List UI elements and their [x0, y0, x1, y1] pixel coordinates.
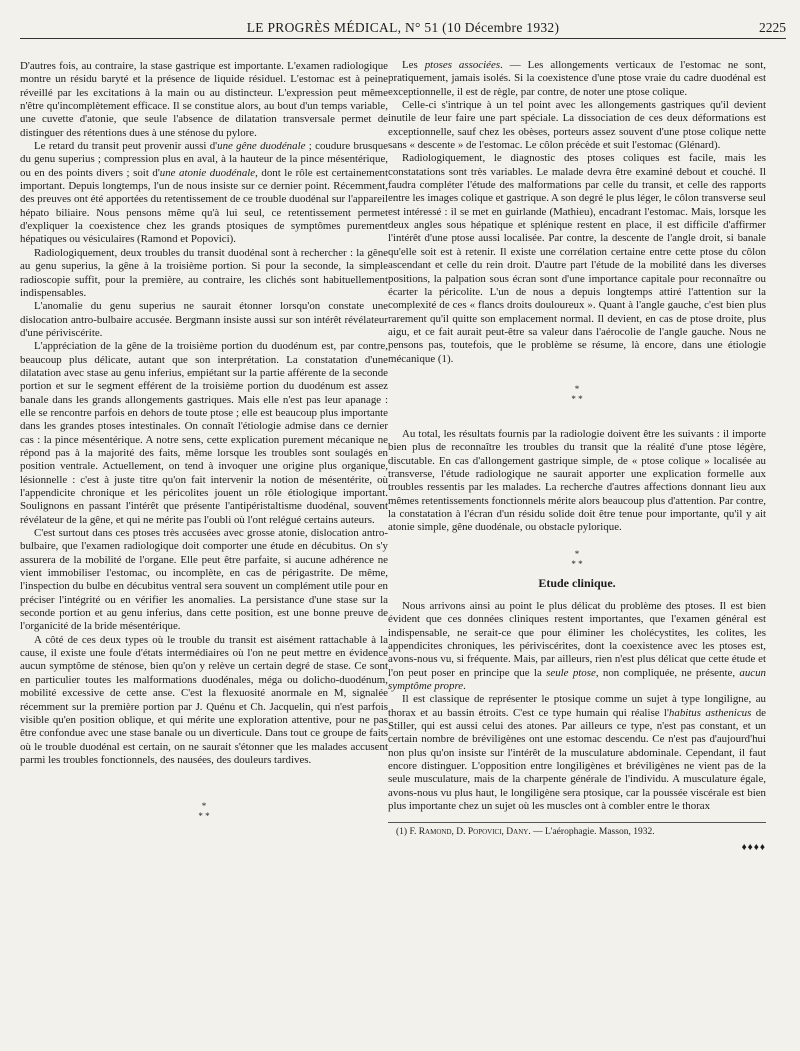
journal-title: LE PROGRÈS MÉDICAL, N° 51 (10 Décembre 1932) [246, 20, 560, 35]
page-number: 2225 [759, 20, 786, 35]
footnote-authors: F. Ramond, D. Popovici, Dany. [409, 826, 531, 837]
footnote-citation: — L'aérophagie. Masson, 1932. [530, 826, 655, 837]
italic-run: aucun symptôme propre [388, 666, 767, 693]
paragraph [388, 59, 766, 99]
paragraph: Au total, les résultats fournis par la radiologie doivent être les suivants : il importe bien plus de reconnaître les troubles du transit que la réalité d'une ptose légère, discutable. En cas d'allongement gastrique simple, de « ptose colique » localisée au transverse, l'étude radiologique ne saurait apporter une explication formelle aux troubles ressentis par les malades. La recherche d'autres affections donnant lieu aux mêmes retentissements fonctionnels mérite alors beaucoup plus d'attention. Par contre, la constatation à l'écran d'un résidu solide doit être tenue pour importante, qu'il y ait atonie simple, gêne duodénale, ou obstacle pylorique. [388, 427, 766, 534]
footnote-marker: (1) [396, 826, 410, 837]
paragraph: C'est surtout dans ces ptoses très accusées avec grosse atonie, dislocation antro-bulbaire, que l'examen radiologique doit comporter une étude en décubitus. On s'y assurera de la mobilité de l'organe. Elle peut être parfaite, si aucune adhérence ne vient immobiliser l'estomac, ou incomplète, en cas de périgastrite. De même, l'inspection du bulbe en décubitus ventral sera souvent un complément utile pour en préciser l'intégrité ou en vérifier les anomalies. La persistance d'une stase sur la seconde portion et au genu inferius, dans cette position, est une bonne preuve de l'organicité de la bride mésentérique. [20, 527, 388, 633]
section-heading: Etude clinique. [538, 575, 616, 590]
paragraph [388, 600, 766, 693]
section-separator: * * * [571, 548, 583, 569]
text-run: . — Les allongements verticaux de l'estomac ne sont, pratiquement, jamais isolés. Si la coexistence d'une ptose vraie du cadre duodénal est exceptionnelle, il est de règle, par contre, de noter une ptose colique. [388, 59, 766, 98]
footnote [388, 826, 766, 839]
paragraph: Radiologiquement, le diagnostic des ptoses coliques est facile, mais les constatations sont très variables. Le malade devra être examiné debout et couché. Il faudra compléter l'étude des malformations par celle du transit, et celle des rapports entre les images colique et gastrique. A son degré le plus léger, le côlon transverse seul est intéressé : il se met en guirlande (Mathieu), encadrant l'estomac. Mais, lorsque les deux angles sous hépatique et splénique restent en place, il est difficile d'affirmer l'intérêt d'une ptose aussi localisée. Par contre, la descente de l'angle droit, si banale qu'elle soit est à retenir. Il existe une corrélation certaine entre cette ptose du côlon ascendant et celle du rein droit. D'autre part l'étude de la mobilité dans les diverses positions, la palpation sous écran sont d'une importance capitale pour reconnaître ou écarter la péricolite. L'un de nous a depuis longtemps attiré l'attention sur la complexité de ces « flancs droits douloureux ». Quant à l'angle gauche, c'est bien plus rarement qu'il quitte son emplacement normal. Il devient, en cas de ptose droite, plus aigu, et ce fait aurait peut-être sa valeur dans l'aérocolie de l'angle gauche. Nous ne pensons pas, toutefois, que le problème se résume, là encore, dans une étiologie mécanique (1). [388, 152, 766, 365]
right-column [388, 59, 766, 854]
italic-run: habitus asthenicus [668, 706, 752, 719]
section-separator: * * * [198, 801, 210, 822]
italic-run: seule ptose [546, 666, 596, 679]
footnote-divider [388, 822, 766, 823]
left-column [20, 60, 388, 821]
section-separator: * * * [571, 383, 583, 404]
text-run: Nous arrivons ainsi au point le plus délicat du problème des ptoses. Il est bien évident que ces données cliniques restent importantes, que l'examen général est indispensable, ne serait-ce que pour éliminer les cholécystites, les colites, les appendicites chroniques, les périviscérites, dont la coexistence avec les ptoses est, avons-nous vu, si fréquente. Mais, par ailleurs, rien n'est plus délicat que cette étude et l'on peut poser en principe que la [388, 600, 766, 679]
text-run: Il est classique de représenter le ptosique comme un sujet à type longiligne, au thorax et au bassin étroits. C'est ce type humain qui réalise l' [388, 693, 766, 719]
paragraph: Celle-ci s'intrique à un tel point avec les allongements gastriques qu'il devient inutile de leur faire une part spéciale. La dissociation de ces deux déformations est exceptionnelle, sauf chez les obèses, porteurs assez souvent d'une ptose colique nette sans « descente » de l'estomac. Le côlon précède et suit l'estomac (Glénard). [388, 99, 766, 152]
paragraph [388, 693, 766, 813]
text-run: , dont le rôle est certainement important. Depuis longtemps, l'un de nous insiste sur ce dernier point. Récemment, des preuves ont été apportées du retentissement de ce trouble duodénal sur l'appareil hépato biliaire. Nous pensons même qu'à lui seul, ce retentissement permet d'expliquer la coexistence chez les grands ptosiques de symptômes purement hépatiques ou vésiculaires (Ramond et Popovici). [20, 166, 388, 246]
italic-run: ptoses associées [424, 59, 501, 71]
end-ornament: ♦♦♦♦ [741, 841, 766, 853]
italic-run: une atonie duodénale [159, 166, 256, 179]
text-run: Le retard du transit peut provenir aussi d' [34, 140, 218, 153]
paragraph: A côté de ces deux types où le trouble du transit est aisément rattachable à la cause, il existe une foule d'états intermédiaires où l'on ne peut mettre en évidence aucun symptôme de sténose, bien qu'on y relève un certain degré de stase. Ce sont en particulier toutes les malformations duodénales, méga ou dolicho-duodénum, mobilité excessive de cette anse. C'est la flexuosité anormale en M, signalée récemment sur la première portion par J. Quénu et Ch. Jacquelin, qui n'est parfois visible qu'en position oblique, et qui mérite une exploration attentive, pour ne pas être confondue avec une stase banale ou un diverticule. Dans tout ce groupe de faits où le trouble duodénal est certain, on ne saurait s'étonner que les malades accusent parmi les troubles fonctionnels, des nausées, des douleurs tardives. [20, 633, 388, 766]
paragraph: Radiologiquement, deux troubles du transit duodénal sont à rechercher : la gêne au genu superius, la gêne à la troisième portion. Si pour la seconde, la simple radioscopie suffit, pour la première, au contraire, les clichés sont habituellement indispensables. [20, 246, 388, 299]
running-header [20, 20, 786, 39]
text-run: de Stiller, qui est aussi celui des atones. Par ailleurs ce type, n'est pas constant, et un certain nombre de bréviligènes ont une estomac descendu. Ce n'est pas d'aujourd'hui non plus qu'on insiste sur l'intérêt de la musculature abdominale. Cependant, il faut encore distinguer. L'opposition entre longiligènes et bréviligènes ne vient pas de la seule musculature, mais de la charpente générale de l'individu. A musculature égale, avons-nous vu plus haut, le longiligène sera ptosique, car la poussée viscérale est bien plus importante chez un sujet où les muscles ont à combler entre le thorax [388, 706, 766, 813]
italic-run: une gêne duodénale [217, 140, 306, 153]
paragraph: L'appréciation de la gêne de la troisième portion du duodénum est, par contre, beaucoup plus délicate, autant que son interprétation. La constatation d'une dilatation avec stase au genu inferius, empiétant sur la partie afférente de la seconde portion et sur le segment efférent de la troisième portion du duodénum est assez banale dans les grands allongements gastriques. Mais elle n'est pas leur apanage : elle se rencontre parfois en dehors de toute ptose ; elle est beaucoup plus importante dans les grandes ptoses intestinales. On connaît l'étiologie admise dans ce dernier cas : la pince mésentérique. A notre sens, cette explication purement mécanique ne répond pas à la majorité des faits, même lorsque les troubles sont soulagés en position ventrale. Actuellement, on tend à invoquer une origine plus organique, lésionnelle : c'est à juste titre qu'on fait intervenir la notion de mésentérite, où l'appendicite chronique et les péricolites jouent un rôle étiologique important. Soulignons en passant l'intérêt que présente l'antipéristaltisme duodénal, souvent révélateur de la gêne, et qui ne mérite pas l'oubli où l'ont relégué certains auteurs. [20, 340, 388, 526]
paragraph [20, 140, 388, 247]
text-run: ; coudure brusque du genu superius ; compression plus en aval, à la hauteur de la pince mésentérique, ou en des points divers ; soit d' [20, 140, 389, 179]
text-run: Les [402, 59, 425, 71]
text-run: . [463, 680, 466, 693]
paragraph: D'autres fois, au contraire, la stase gastrique est importante. L'examen radiologique montre un résidu baryté et la présence de liquide résiduel. L'estomac est à peine réveillé par les excitations à la main ou au distincteur. L'expression peut même n'être qu'incomplètement efficace. Il se constitue alors, au bout d'un temps variable, une cuvette d'atonie, que seule l'absence de dilatation transversale permet de distinguer des rétentions dues à une sténose du pylore. [20, 60, 388, 139]
text-run: , non compliquée, ne présente, [595, 666, 740, 679]
paragraph: L'anomalie du genu superius ne saurait étonner lorsqu'on constate une dislocation antro-bulbaire accusée. Bergmann insiste aussi sur son intérêt révélateur d'une périviscérite. [20, 300, 388, 339]
